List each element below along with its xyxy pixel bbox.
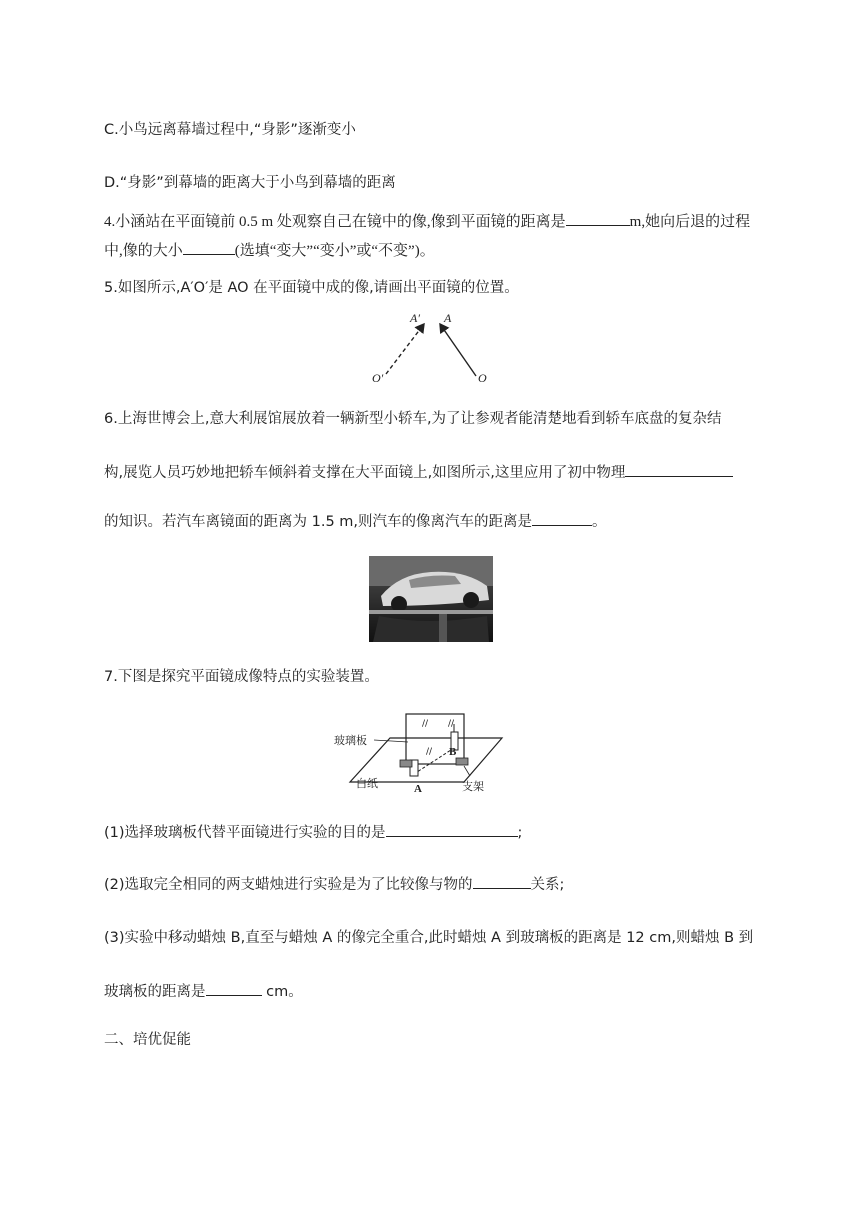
label-candle-a: A (414, 783, 422, 795)
q7-p3-text: 玻璃板的距离是 (104, 984, 206, 1000)
label-paper: 白纸 (356, 778, 378, 790)
q7-part2 (104, 874, 564, 895)
q7-title: 7.下图是探究平面镜成像特点的实验装置。 (104, 669, 379, 685)
q4-blank-size[interactable] (183, 240, 235, 255)
q7-blank-distance[interactable] (206, 981, 262, 996)
q7-blank-purpose[interactable] (386, 822, 518, 837)
q4-text-c: 中,像的大小 (104, 243, 183, 259)
label-a: A (444, 311, 452, 325)
q4-text-a: 4.小涵站在平面镜前 0.5 m 处观察自己在镜中的像,像到平面镜的距离是 (104, 214, 566, 230)
q6-line2 (104, 462, 733, 483)
svg-text://: // (426, 747, 433, 757)
q6-line1: 6.上海世博会上,意大利展馆展放着一辆新型小轿车,为了让参观者能清楚地看到轿车底盘的复杂结 (104, 411, 722, 427)
q7-p3-end: cm。 (261, 984, 303, 1000)
q6-blank-knowledge[interactable] (625, 462, 733, 477)
car-mirror-photo (369, 556, 493, 642)
q5-text: 5.如图所示,A′O′是 AO 在平面镜中成的像,请画出平面镜的位置。 (104, 280, 519, 296)
svg-text://: // (448, 719, 455, 729)
q7-p2-end: 关系; (530, 877, 565, 893)
svg-text://: // (422, 719, 429, 729)
q7-blank-relation[interactable] (473, 874, 531, 889)
q7-part1 (104, 822, 522, 843)
q4-line1 (104, 211, 750, 232)
label-candle-b: B (449, 746, 457, 758)
q3-option-d: D.“身影”到幕墙的距离大于小鸟到幕墙的距离 (104, 175, 396, 191)
q3-option-c: C.小鸟远离幕墙过程中,“身影”逐渐变小 (104, 122, 356, 138)
q5-figure (360, 310, 500, 390)
label-o-prime: O′ (372, 371, 384, 385)
white-paper-shape (350, 738, 502, 782)
label-glass: 玻璃板 (334, 735, 367, 747)
q6-line3 (104, 511, 607, 532)
q4-text-d: (选填“变大”“变小”或“不变”)。 (234, 243, 435, 259)
q4-blank-distance[interactable] (566, 211, 630, 226)
q6-blank-distance[interactable] (532, 511, 592, 526)
car-photo-art (369, 556, 493, 642)
q7-p1-end: ; (517, 825, 523, 841)
q7-part3-line1: (3)实验中移动蜡烛 B,直至与蜡烛 A 的像完全重合,此时蜡烛 A 到玻璃板的距离是 12 cm,则蜡烛 B 到 (104, 930, 754, 946)
q6-text-a: 构,展览人员巧妙地把轿车倾斜着支撑在大平面镜上,如图所示,这里应用了初中物理 (104, 465, 626, 481)
object-arrow-ao (440, 324, 476, 376)
label-stand: 支架 (462, 781, 484, 793)
image-arrow-a-prime-o-prime (386, 324, 424, 374)
label-o: O (478, 371, 487, 385)
section-2-title: 二、培优促能 (104, 1032, 191, 1048)
q6-text-b: 的知识。若汽车离镜面的距离为 1.5 m,则汽车的像离汽车的距离是 (104, 514, 533, 530)
q4-line2 (104, 240, 435, 261)
q7-apparatus-figure (330, 710, 540, 796)
q4-text-b: m,她向后退的过程 (629, 214, 751, 230)
q6-text-c: 。 (592, 514, 607, 530)
q7-part3-line2 (104, 981, 303, 1002)
q7-p2-text: (2)选取完全相同的两支蜡烛进行实验是为了比较像与物的 (104, 877, 473, 893)
q7-p1-text: (1)选择玻璃板代替平面镜进行实验的目的是 (104, 825, 386, 841)
label-a-prime: A′ (410, 311, 420, 325)
